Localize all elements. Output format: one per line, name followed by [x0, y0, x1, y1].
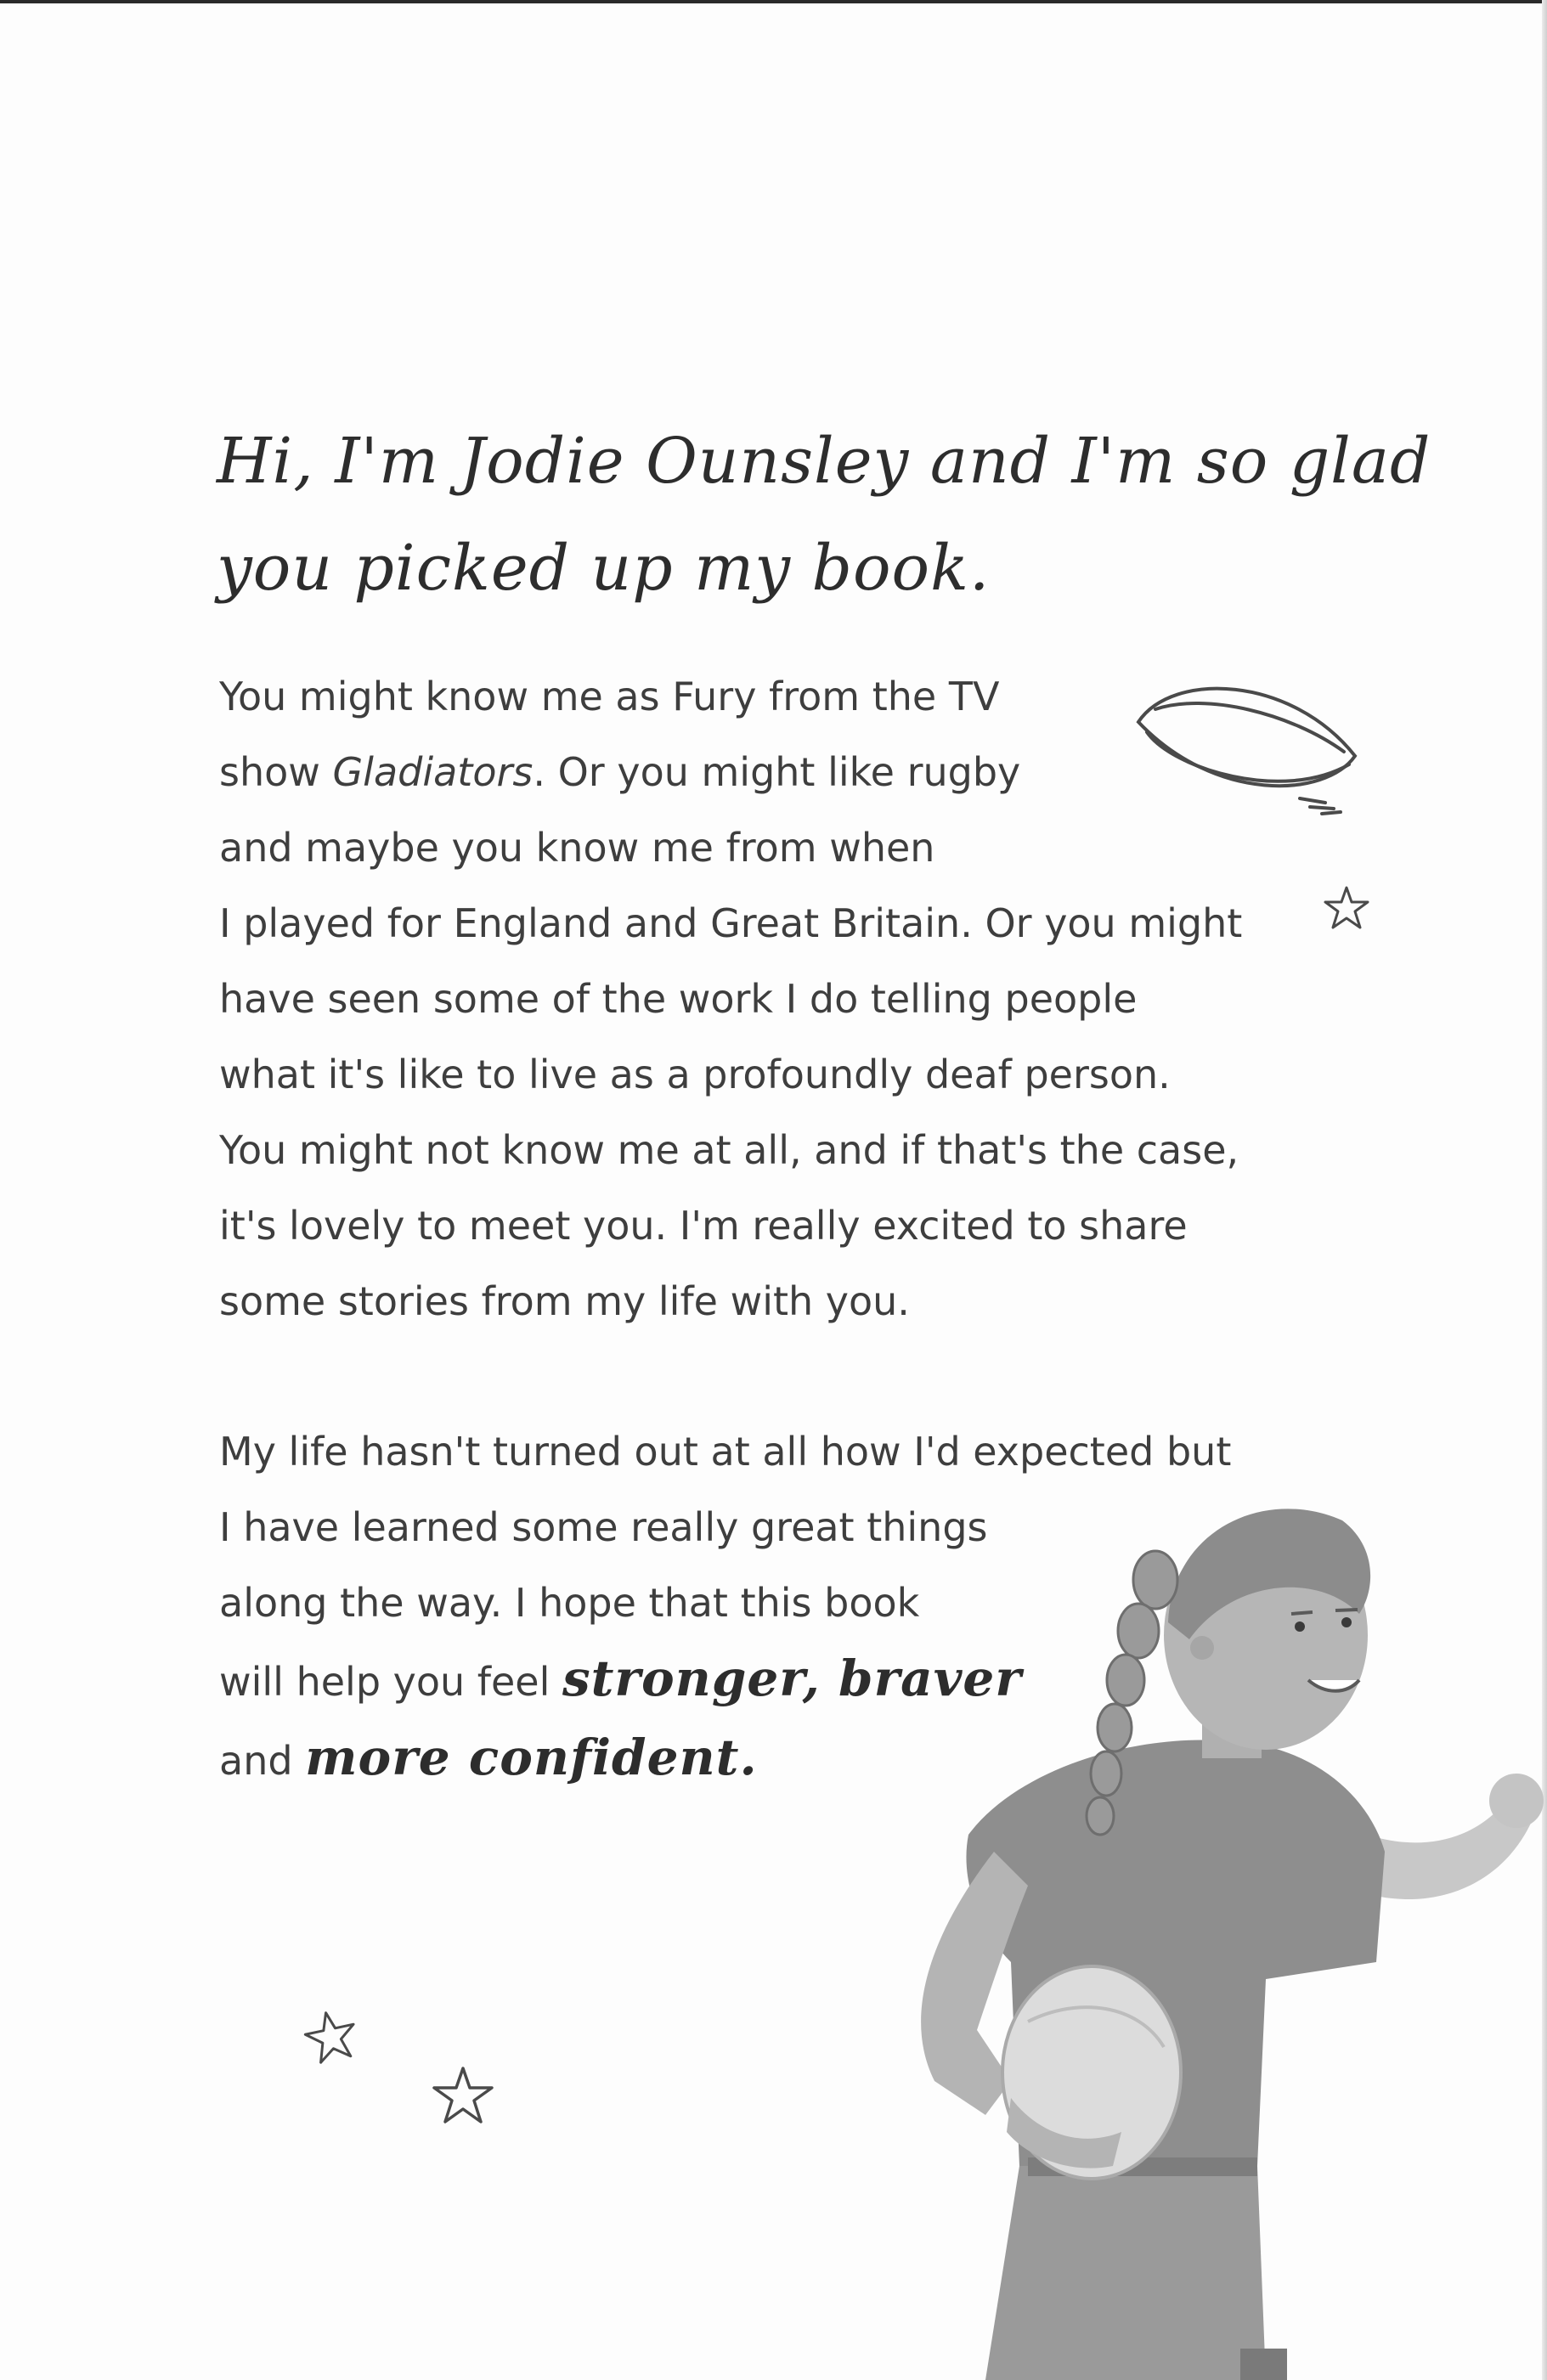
paragraph-line: I played for England and Great Britain. Or you might: [219, 900, 1243, 946]
rugby-player-illustration: [867, 1486, 1546, 2380]
paragraph-line: some stories from my life with you.: [219, 1278, 910, 1324]
paragraph-line: along the way. I hope that this book: [219, 1580, 920, 1626]
emphasis-comma: ,: [802, 1650, 839, 1707]
paragraph-text: and: [219, 1738, 306, 1784]
paragraph-text: . Or you might like rugby: [533, 749, 1021, 795]
paragraph-line: You might not know me at all, and if that's the case,: [219, 1127, 1239, 1173]
star-icon: [1321, 883, 1372, 934]
rugby-ball-icon: [1121, 663, 1376, 849]
paragraph-text: will help you feel: [219, 1659, 562, 1705]
emphasis-braver: braver: [838, 1650, 1022, 1707]
page-heading: [217, 408, 1431, 622]
paragraph-text: show: [219, 749, 333, 795]
star-icon: [302, 2009, 361, 2068]
paragraph-line: have seen some of the work I do telling people: [219, 976, 1138, 1022]
paragraph-line: it's lovely to meet you. I'm really excited to share: [219, 1203, 1188, 1249]
star-icon: [429, 2064, 497, 2132]
page-top-edge: [0, 0, 1547, 3]
paragraph-line: what it's like to live as a profoundly deaf person.: [219, 1052, 1171, 1097]
heading-line-1: Hi, I'm Jodie Ounsley and I'm so glad: [217, 425, 1431, 498]
paragraph-line: My life hasn't turned out at all how I'd expected but: [219, 1429, 1232, 1475]
emphasis-period: .: [739, 1729, 758, 1786]
emphasis-stronger: stronger: [562, 1650, 803, 1707]
paragraph-line: I have learned some really great things: [219, 1504, 988, 1550]
show-title: Gladiators: [332, 749, 534, 795]
paragraph-line: and maybe you know me from when: [219, 825, 935, 871]
emphasis-more-confident: more confident: [305, 1729, 740, 1786]
heading-line-2: you picked up my book.: [217, 532, 991, 605]
paragraph-line: You might know me as Fury from the TV: [219, 674, 1000, 719]
